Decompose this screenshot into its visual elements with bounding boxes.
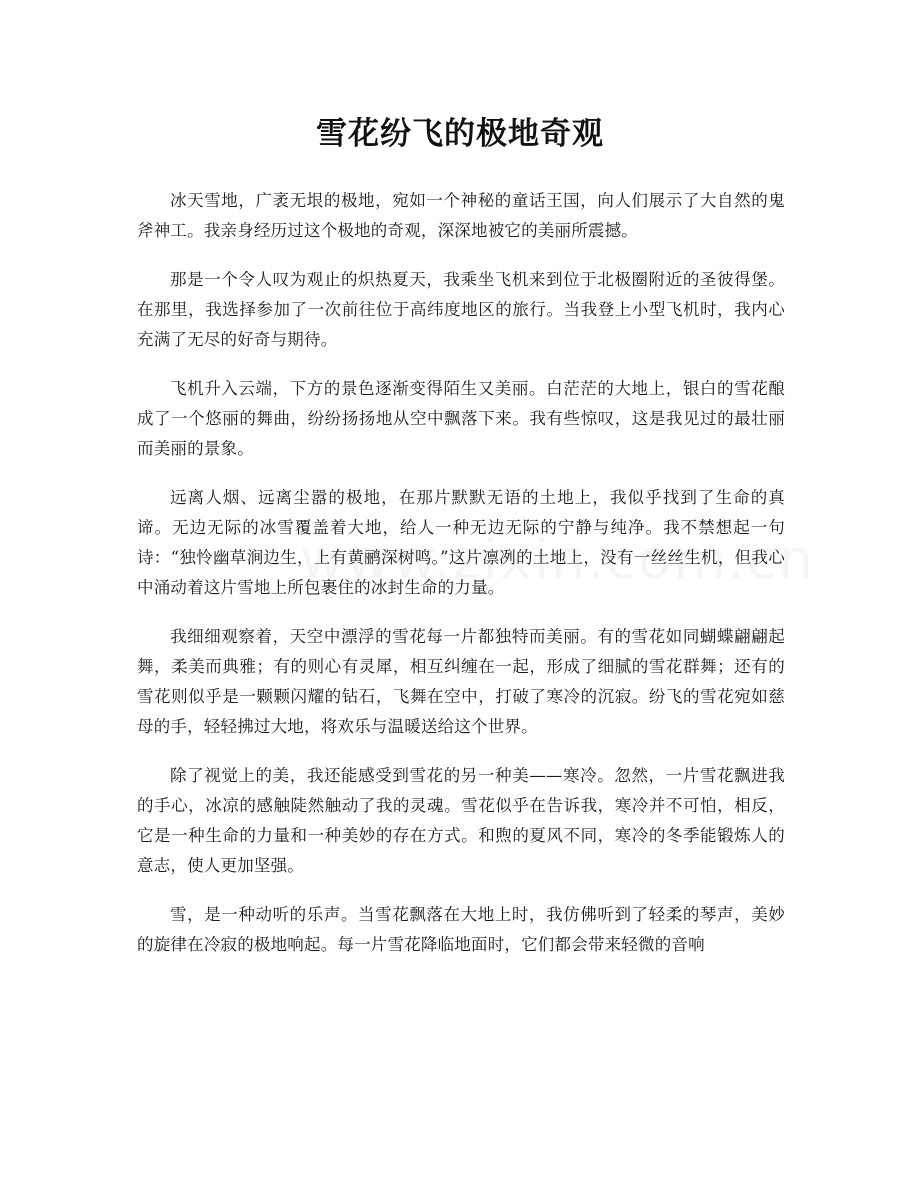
- paragraph: 冰天雪地，广袤无垠的极地，宛如一个神秘的童话王国，向人们展示了大自然的鬼斧神工。我亲身经历过这个极地的奇观，深深地被它的美丽所震撼。: [137, 191, 785, 240]
- paragraph: 飞机升入云端，下方的景色逐渐变得陌生又美丽。白茫茫的大地上，银白的雪花酿成了一个悠丽的舞曲，纷纷扬扬地从空中飘落下来。我有些惊叹，这是我见过的最壮丽而美丽的景象。: [137, 379, 785, 458]
- document-title: 雪花纷飞的极地奇观: [316, 116, 604, 152]
- document-body: [137, 186, 785, 979]
- paragraph: 我细细观察着，天空中漂浮的雪花每一片都独特而美丽。有的雪花如同蝴蝶翩翩起舞，柔美而典雅；有的则心有灵犀，相互纠缠在一起，形成了细腻的雪花群舞；还有的雪花则似乎是一颗颗闪耀的钻石，飞舞在空中，打破了寒冷的沉寂。纷飞的雪花宛如慈母的手，轻轻拂过大地，将欢乐与温暖送给这个世界。: [137, 627, 785, 736]
- paragraph: 那是一个令人叹为观止的炽热夏天，我乘坐飞机来到位于北极圈附近的圣彼得堡。在那里，我选择参加了一次前往位于高纬度地区的旅行。当我登上小型飞机时，我内心充满了无尽的好奇与期待。: [137, 270, 785, 349]
- paragraph: 雪，是一种动听的乐声。当雪花飘落在大地上时，我仿佛听到了轻柔的琴声，美妙的旋律在冷寂的极地响起。每一片雪花降临地面时，它们都会带来轻微的音响: [137, 905, 785, 954]
- paragraph: 除了视觉上的美，我还能感受到雪花的另一种美——寒冷。忽然，一片雪花飘进我的手心，冰凉的感触陡然触动了我的灵魂。雪花似乎在告诉我，寒冷并不可怕，相反，它是一种生命的力量和一种美妙的存在方式。和煦的夏风不同，寒冷的冬季能锻炼人的意志，使人更加坚强。: [137, 766, 785, 875]
- paragraph: 远离人烟、远离尘嚣的极地，在那片默默无语的土地上，我似乎找到了生命的真谛。无边无际的冰雪覆盖着大地，给人一种无边无际的宁静与纯净。我不禁想起一句诗：“独怜幽草涧边生，上有黄鹂深树鸣。”这片凛冽的土地上，没有一丝丝生机，但我心中涌动着这片雪地上所包裹住的冰封生命的力量。: [137, 488, 785, 597]
